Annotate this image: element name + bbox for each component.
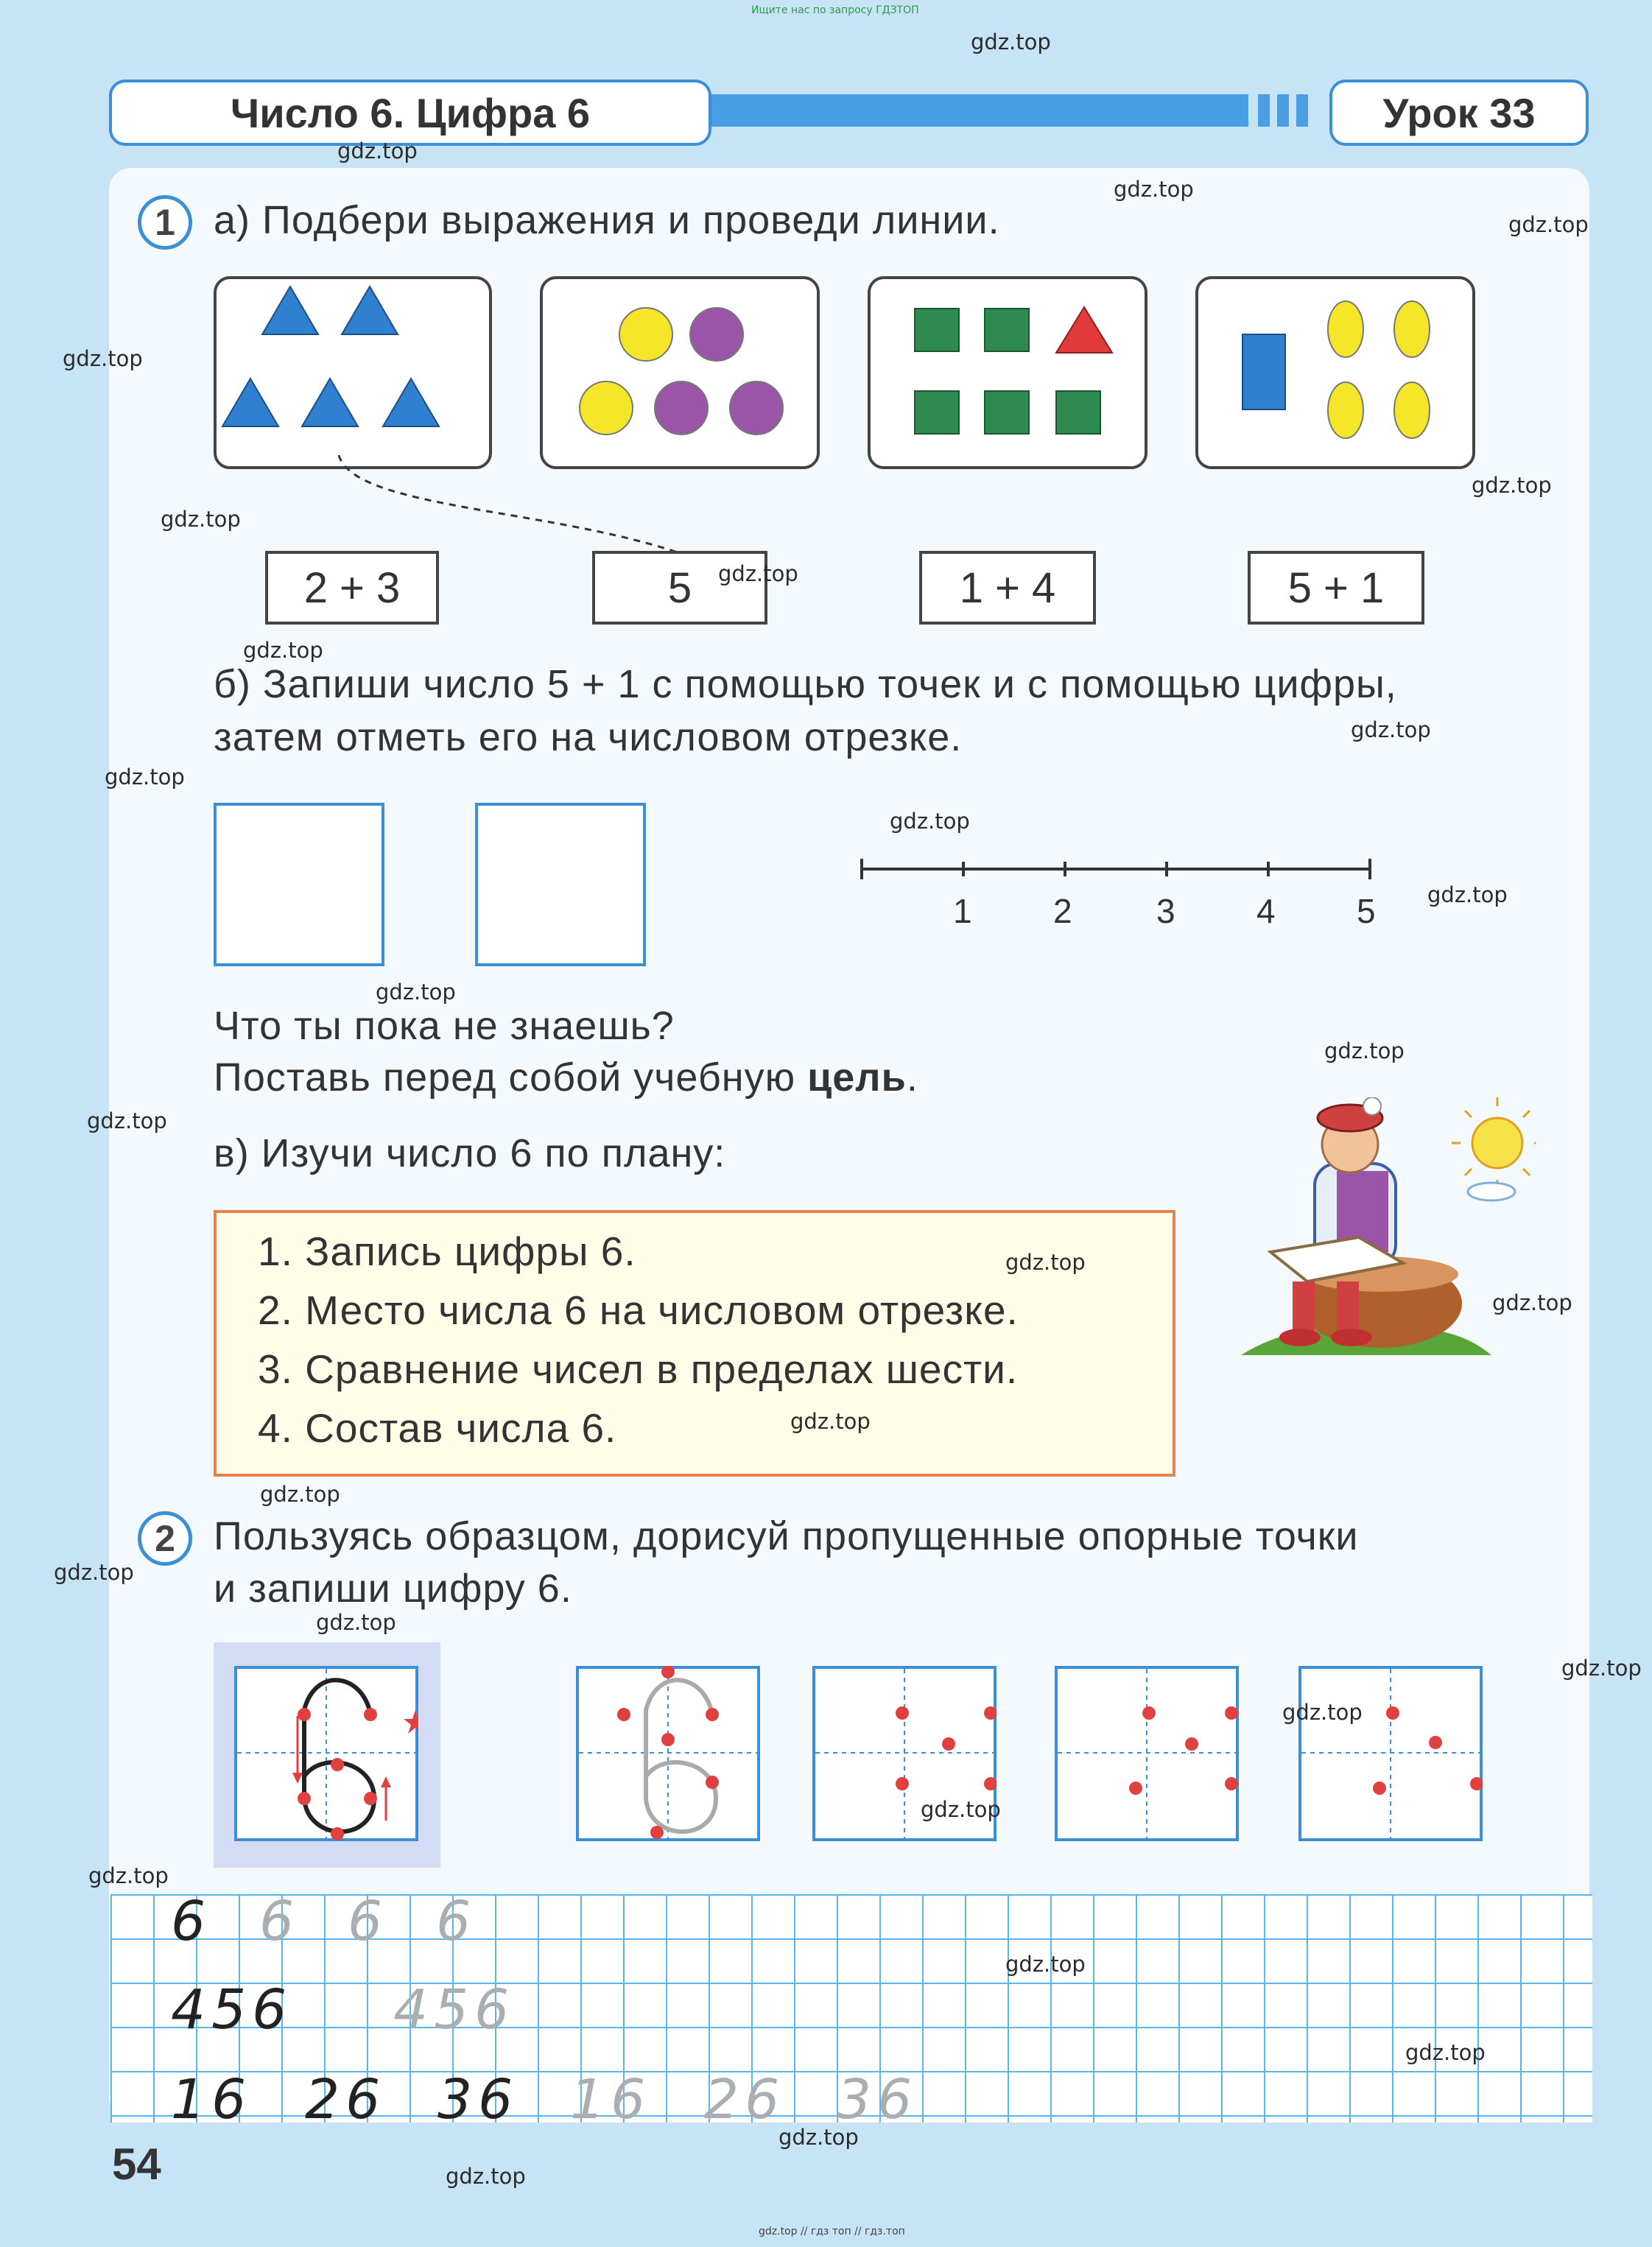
expression-box[interactable]: 5 + 1 bbox=[1248, 551, 1424, 625]
trace-box-grey[interactable] bbox=[576, 1666, 760, 1843]
watermark: gdz.top bbox=[1561, 1656, 1642, 1681]
watermark: gdz.top bbox=[105, 764, 185, 790]
bottom-watermark: gdz.top // гдз топ // гдз.топ bbox=[759, 2226, 905, 2237]
header-band-stripe bbox=[1296, 94, 1308, 127]
squares-picture bbox=[871, 279, 1145, 466]
boy-reading-illustration bbox=[1226, 1097, 1536, 1362]
handwritten-number-trace: 456 bbox=[393, 1978, 516, 2042]
watermark: gdz.top bbox=[1492, 1290, 1572, 1315]
watermark: gdz.top bbox=[87, 1108, 167, 1133]
digit-answer-box[interactable] bbox=[475, 803, 646, 966]
handwritten-number: 26 bbox=[305, 2068, 387, 2131]
expression-box[interactable]: 1 + 4 bbox=[919, 551, 1096, 625]
watermark: gdz.top bbox=[54, 1560, 134, 1585]
watermark: gdz.top bbox=[718, 561, 798, 586]
number-line-tick: 2 bbox=[1053, 892, 1072, 930]
number-line-tick: 1 bbox=[953, 892, 972, 930]
watermark: gdz.top bbox=[1005, 1952, 1086, 1977]
card-circles[interactable] bbox=[540, 276, 820, 469]
handwritten-number-trace: 36 bbox=[837, 2068, 918, 2131]
number-line-tick: 4 bbox=[1256, 892, 1276, 930]
top-watermark: Ищите нас по запросу ГДЗТОП bbox=[751, 4, 919, 16]
sample-digit-six bbox=[234, 1666, 418, 1843]
plan-item: 2. Место числа 6 на числовом отрезке. bbox=[258, 1287, 1019, 1333]
handwritten-number-trace: 26 bbox=[704, 2068, 786, 2131]
watermark: gdz.top bbox=[890, 809, 970, 834]
lesson-title: Число 6. Цифра 6 bbox=[109, 80, 711, 146]
card-ovals[interactable] bbox=[1195, 276, 1475, 469]
plan-item: 1. Запись цифры 6. bbox=[258, 1228, 636, 1274]
handwritten-number: 456 bbox=[171, 1978, 293, 2042]
watermark: gdz.top bbox=[1405, 2040, 1486, 2065]
watermark: gdz.top bbox=[971, 29, 1051, 54]
ovals-picture bbox=[1198, 279, 1472, 466]
task-1b-text-line2: затем отметь его на числовом отрезке. bbox=[214, 715, 963, 759]
dots-answer-box[interactable] bbox=[214, 803, 384, 966]
question-text: Что ты пока не знаешь? bbox=[214, 1004, 675, 1048]
number-line-tick: 3 bbox=[1156, 892, 1175, 930]
circles-picture bbox=[543, 279, 817, 466]
watermark: gdz.top bbox=[1005, 1250, 1086, 1275]
task-1c-text: в) Изучи число 6 по плану: bbox=[214, 1131, 726, 1175]
handwritten-number: 16 bbox=[171, 2068, 253, 2131]
triangles-picture bbox=[217, 279, 489, 466]
plan-item: 3. Сравнение чисел в пределах шести. bbox=[258, 1346, 1019, 1392]
lesson-number: Урок 33 bbox=[1329, 80, 1589, 146]
watermark: gdz.top bbox=[88, 1863, 169, 1888]
task-2-text-line2: и запиши цифру 6. bbox=[214, 1566, 572, 1611]
goal-word: цель bbox=[807, 1055, 907, 1100]
watermark: gdz.top bbox=[316, 1610, 396, 1635]
trace-box-dots-2[interactable] bbox=[1055, 1666, 1239, 1843]
watermark: gdz.top bbox=[1114, 177, 1194, 202]
trace-box-dots-3[interactable] bbox=[1298, 1666, 1483, 1843]
sample-connecting-line bbox=[324, 442, 692, 560]
page-number: 54 bbox=[112, 2139, 161, 2189]
card-triangles[interactable] bbox=[214, 276, 492, 469]
watermark: gdz.top bbox=[1324, 1038, 1405, 1063]
handwritten-digit: 6 bbox=[171, 1890, 206, 1953]
handwritten-number: 36 bbox=[437, 2068, 519, 2131]
handwritten-digit-trace: 6 bbox=[436, 1890, 471, 1953]
watermark: gdz.top bbox=[790, 1409, 871, 1434]
plan-item: 4. Состав числа 6. bbox=[258, 1405, 617, 1451]
watermark: gdz.top bbox=[1472, 473, 1552, 498]
header-band-stripe bbox=[1258, 94, 1270, 127]
number-line[interactable] bbox=[854, 854, 1385, 891]
watermark: gdz.top bbox=[243, 638, 323, 663]
watermark: gdz.top bbox=[161, 507, 241, 532]
watermark: gdz.top bbox=[63, 346, 143, 371]
watermark: gdz.top bbox=[1351, 717, 1431, 742]
watermark: gdz.top bbox=[1508, 212, 1589, 237]
header-band-stripe bbox=[1277, 94, 1289, 127]
watermark: gdz.top bbox=[376, 980, 456, 1005]
task-1a-text: а) Подбери выражения и проведи линии. bbox=[214, 198, 1000, 242]
watermark: gdz.top bbox=[260, 1482, 340, 1507]
card-squares[interactable] bbox=[868, 276, 1147, 469]
watermark: gdz.top bbox=[1427, 882, 1508, 907]
expression-box[interactable]: 5 bbox=[592, 551, 767, 625]
task-1-number: 1 bbox=[138, 195, 192, 250]
handwritten-digit-trace: 6 bbox=[348, 1890, 383, 1953]
task-1b-text-line1: б) Запиши число 5 + 1 с помощью точек и с помощью цифры, bbox=[214, 662, 1397, 706]
watermark: gdz.top bbox=[337, 138, 418, 163]
watermark: gdz.top bbox=[921, 1797, 1001, 1822]
watermark: gdz.top bbox=[1282, 1700, 1363, 1725]
expression-box[interactable]: 2 + 3 bbox=[265, 551, 439, 625]
header-band bbox=[707, 94, 1248, 127]
goal-text: Поставь перед собой учебную цель. bbox=[214, 1055, 918, 1100]
watermark: gdz.top bbox=[778, 2125, 859, 2150]
task-2-text-line1: Пользуясь образцом, дорисуй пропущенные опорные точки bbox=[214, 1514, 1359, 1558]
watermark: gdz.top bbox=[446, 2164, 526, 2189]
number-line-tick: 5 bbox=[1357, 892, 1376, 930]
task-2-number: 2 bbox=[138, 1511, 192, 1566]
handwritten-number-trace: 16 bbox=[570, 2068, 652, 2131]
handwritten-digit-trace: 6 bbox=[259, 1890, 295, 1953]
